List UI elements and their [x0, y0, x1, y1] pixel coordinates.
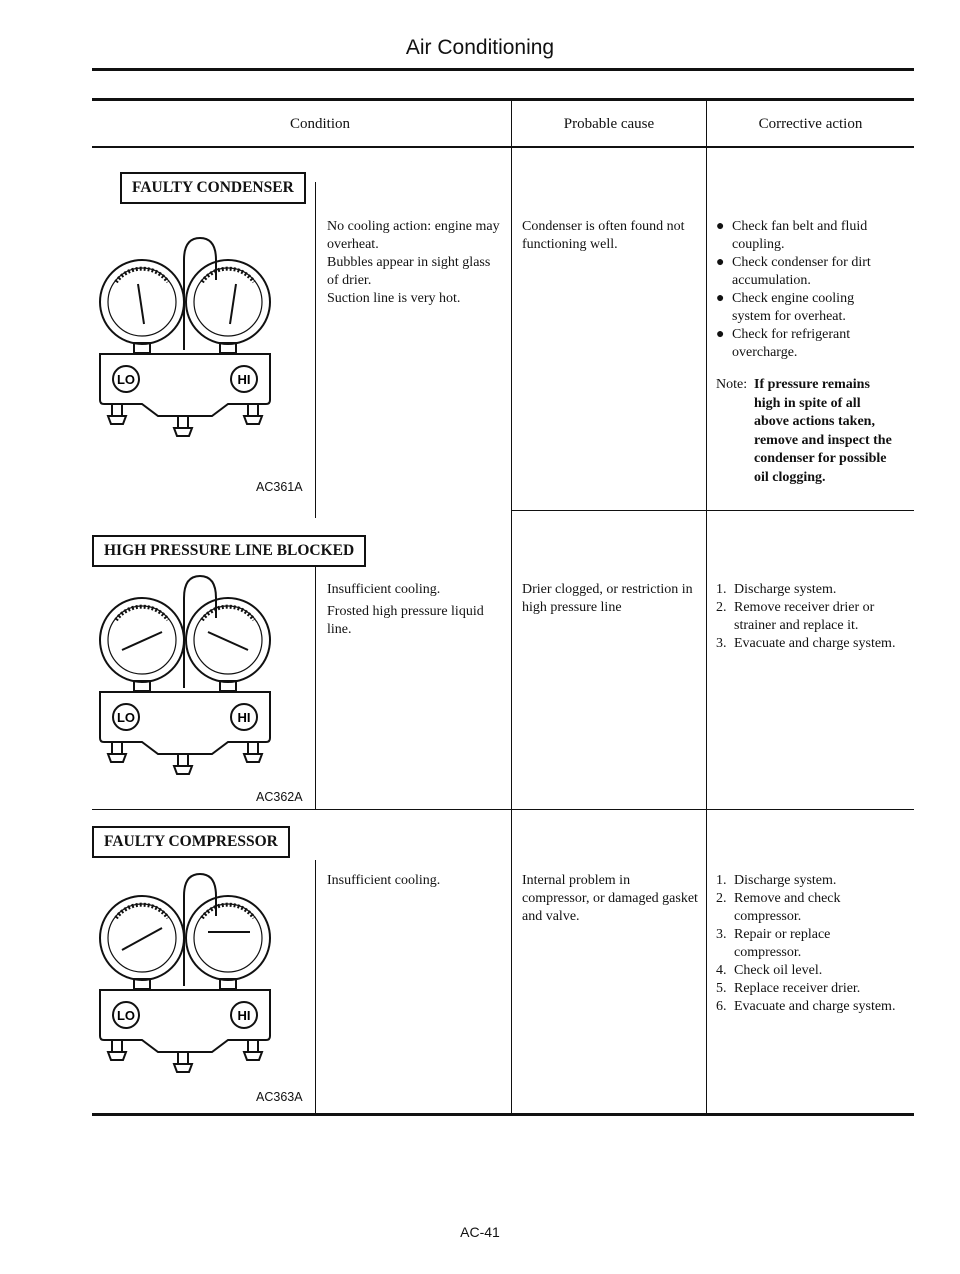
corrective-action-list: [716, 581, 896, 653]
list-item: 3. Repair or replace compressor.: [716, 927, 831, 960]
table-top-rule: [92, 98, 914, 101]
section3-cond-divider: [315, 860, 316, 1113]
probable-cause-text: Drier clogged, or restriction in high pressure line: [522, 582, 693, 615]
list-item: 4. Check oil level.: [716, 963, 823, 978]
section-title-high-pressure-line-blocked: HIGH PRESSURE LINE BLOCKED: [92, 535, 366, 567]
list-item: ● Check condenser for dirt accumulation.: [716, 255, 871, 288]
gauge-hi-label: HI: [237, 1008, 251, 1023]
condition-line: Frosted high pressure liquid line.: [327, 604, 484, 637]
section2-cond-divider: [315, 565, 316, 810]
corrective-action-list: [716, 872, 896, 1016]
manifold-gauge-figure: [60, 232, 310, 452]
probable-cause-text: Internal problem in compressor, or damaged gasket and valve.: [522, 873, 698, 924]
column-header-cause: Probable cause: [563, 116, 655, 132]
table-header-rule: [92, 146, 914, 148]
corrective-action-list: [716, 218, 896, 362]
note-block: [716, 376, 896, 487]
list-item: 2. Remove receiver drier or strainer and replace it.: [716, 600, 875, 633]
page-header: Air Conditioning: [405, 36, 555, 59]
figure-code: AC362A: [256, 790, 303, 804]
manifold-gauge-figure: [60, 570, 310, 790]
list-item: ● Check engine cooling system for overheat.: [716, 291, 855, 324]
figure-code: AC361A: [256, 480, 303, 494]
column-divider-1: [511, 100, 512, 1113]
list-item: 6. Evacuate and charge system.: [716, 999, 896, 1014]
section1-cond-divider: [315, 182, 316, 518]
section-title-faulty-condenser: FAULTY CONDENSER: [120, 172, 306, 204]
condition-text: [327, 218, 505, 308]
section-title-faulty-compressor: FAULTY COMPRESSOR: [92, 826, 290, 858]
condition-line: Insufficient cooling.: [327, 582, 441, 597]
list-item: ● Check fan belt and fluid coupling.: [716, 219, 868, 252]
probable-cause-text: Condenser is often found not functioning well.: [522, 219, 685, 252]
list-item: 1. Discharge system.: [716, 873, 837, 888]
gauge-lo-label: LO: [116, 1008, 136, 1023]
column-divider-2: [706, 100, 707, 1113]
manifold-gauge-figure: [60, 868, 310, 1088]
column-header-condition: Condition: [289, 116, 350, 132]
table-bottom-rule: [92, 1113, 914, 1116]
list-item: 3. Evacuate and charge system.: [716, 636, 896, 651]
page-number: AC-41: [460, 1224, 500, 1240]
condition-line: Insufficient cooling.: [327, 873, 441, 888]
list-item: 5. Replace receiver drier.: [716, 981, 861, 996]
list-item: 2. Remove and check compressor.: [716, 891, 841, 924]
condition-line: No cooling action: engine may overheat.: [327, 219, 500, 252]
section1-separator: [511, 510, 914, 511]
gauge-lo-label: LO: [116, 710, 136, 725]
condition-text: [327, 872, 505, 890]
figure-code: AC363A: [256, 1090, 303, 1104]
gauge-hi-label: HI: [237, 372, 251, 387]
condition-text: [327, 581, 505, 639]
gauge-lo-label: LO: [116, 372, 136, 387]
condition-line: Suction line is very hot.: [327, 291, 461, 306]
column-header-action: Corrective action: [758, 116, 863, 132]
gauge-hi-label: HI: [237, 710, 251, 725]
list-item: ● Check for refrigerant overcharge.: [716, 327, 851, 360]
note-label: Note:: [716, 377, 748, 392]
note-text: If pressure remains high in spite of all above actions taken, remove and inspect the condenser for possible oil clogging.: [754, 377, 892, 485]
condition-line: Bubbles appear in sight glass of drier.: [327, 255, 491, 288]
section2-separator: [92, 809, 914, 810]
header-rule: [92, 68, 914, 71]
list-item: 1. Discharge system.: [716, 582, 837, 597]
